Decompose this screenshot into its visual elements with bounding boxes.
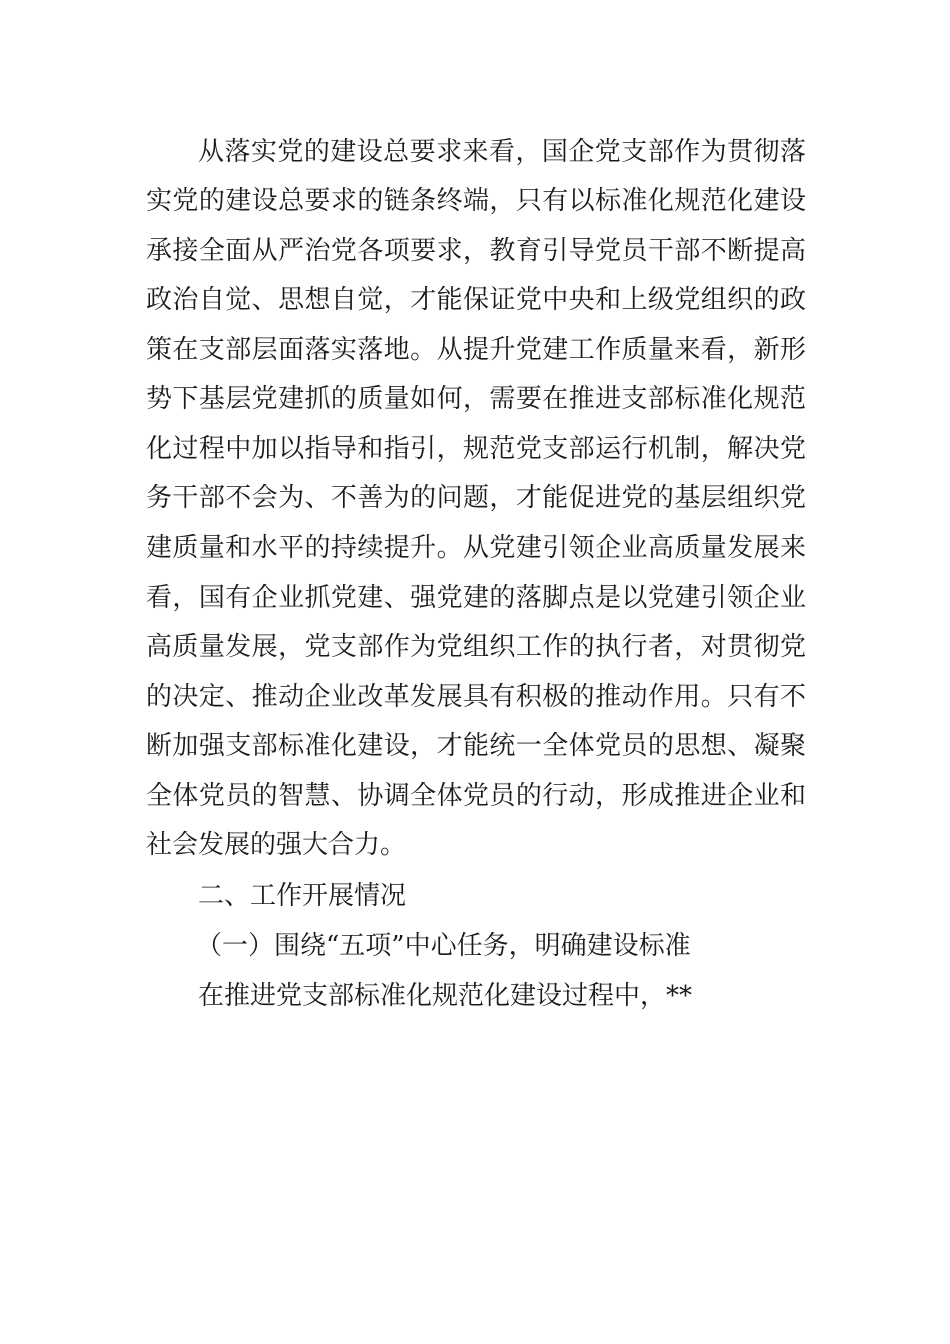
- subsection-heading: （一）围绕“五项”中心任务，明确建设标准: [196, 931, 691, 961]
- paragraph-1-line-13: 断加强支部标准化建设，才能统一全体党员的思想、凝聚: [146, 731, 806, 761]
- paragraph-1-line-9: 建质量和水平的持续提升。从党建引领企业高质量发展来: [146, 533, 806, 563]
- paragraph-1-line-3: 承接全面从严治党各项要求，教育引导党员干部不断提高: [146, 236, 806, 266]
- paragraph-1-line-11: 高质量发展，党支部作为党组织工作的执行者，对贯彻党: [146, 632, 806, 662]
- paragraph-1-line-10: 看，国有企业抓党建、强党建的落脚点是以党建引领企业: [146, 583, 806, 613]
- paragraph-1-line-6: 势下基层党建抓的质量如何，需要在推进支部标准化规范: [146, 384, 806, 414]
- paragraph-1-line-14: 全体党员的智慧、协调全体党员的行动，形成推进企业和: [146, 781, 806, 811]
- paragraph-1-line-15: 社会发展的强大合力。: [146, 830, 407, 860]
- paragraph-1-line-5: 策在支部层面落实落地。从提升党建工作质量来看，新形: [146, 335, 806, 365]
- paragraph-1-line-2: 实党的建设总要求的链条终端，只有以标准化规范化建设: [146, 186, 806, 216]
- section-heading: 二、工作开展情况: [198, 881, 407, 911]
- paragraph-1-line-12: 的决定、推动企业改革发展具有积极的推动作用。只有不: [146, 682, 806, 712]
- paragraph-1-line-1: 从落实党的建设总要求来看，国企党支部作为贯彻落: [198, 137, 806, 167]
- paragraph-2-line-1: 在推进党支部标准化规范化建设过程中，**: [198, 981, 693, 1011]
- paragraph-1-line-7: 化过程中加以指导和指引，规范党支部运行机制，解决党: [146, 434, 806, 464]
- paragraph-1-line-8: 务干部不会为、不善为的问题，才能促进党的基层组织党: [146, 483, 806, 513]
- paragraph-1-line-4: 政治自觉、思想自觉，才能保证党中央和上级党组织的政: [146, 285, 806, 315]
